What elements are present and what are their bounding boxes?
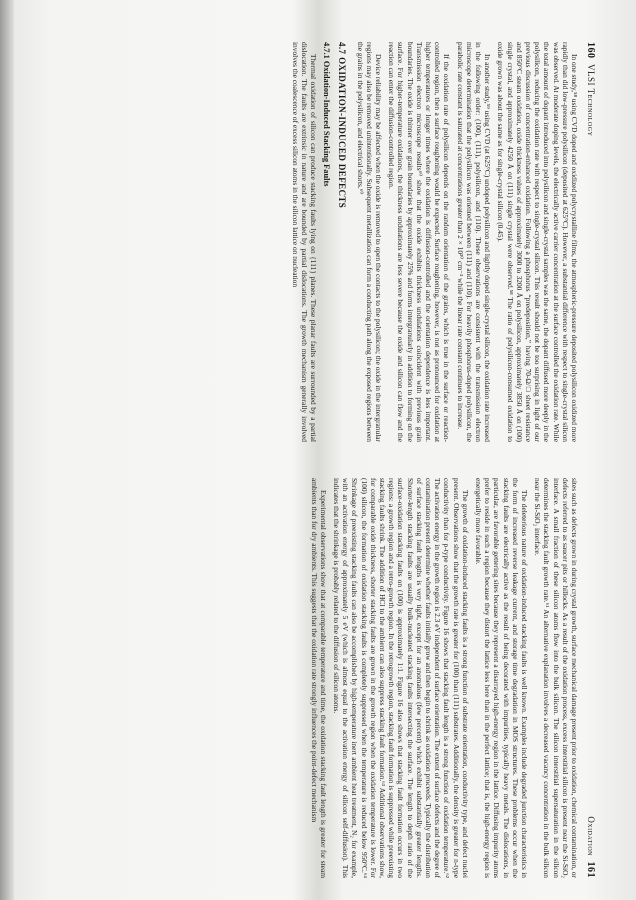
running-head-left xyxy=(585,42,596,442)
book-page-160 xyxy=(76,42,596,442)
body-paragraph: sites such as defects grown in during crystal growth, surface mechanical damage present prior to oxidation, chemical contamination, or defects referred to as saucer pits or hillocks. As a result of the oxidation process, excess interstitial silicon is present near the Si-SiO₂ interface. A small fraction of these silicon atoms flow into the bulk silicon. The silicon interstitial supersaturation in the silicon determines the stacking fault growth rate.⁶¹ An alternative explanation involves a decreased vacancy concentration in the bulk silicon near the Si-SiO₂ interface. xyxy=(533,478,579,878)
subsection-heading: 4.7.1 Oxidation-Induced Stacking Faults xyxy=(322,42,332,187)
body-paragraph: The deleterious nature of oxidation-induced stacking faults is well known. Examples include degraded junction characteristics in the form of increased reverse leakage current, and storage time degradation in MOS structures. These problems occur when the stacking faults are electrically active as the result of being decorated with impurities, typically heavy metals. The dislocations, in particular, are favorable gettering sites because they represent a disarrayed high-energy region in the lattice. Diffusing impurity atoms prefer to reside in such a region because they distort the lattice less here than in the perfect lattice; that is, the high-energy region is energetically more favorable. xyxy=(473,478,529,878)
body-paragraph: Device reliability may be affected when the oxide is removed to open the contacts to the polysilicon; the oxide in the intergranular regions may also be removed unintentionally. Subsequent metallization can form a conducting path along the exposed regions between the grains in the polysilicon, and electrical shorts.⁶⁰ xyxy=(355,42,383,442)
body-paragraph: If the oxidation rate of polysilicon depends on the random orientation of the grains, which is true in the surface or reaction-controlled region, then a surface roughening would be expected. Surface roughening, however, is not as pronounced for oxidation at higher temperatures or longer times where the oxidation is diffusion-controlled and the orientation dependence is less important. Transmission electron microscope results⁶⁰ show that the oxide exhibits thickness undulations coincident with previous grain boundaries. The oxide is thinner over grain boundaries by approximately 25% and forms intergranularly in addition to forming on the surface. For higher-temperature oxidations, the thickness undulations are less severe because the oxide and silicon can flow and the reaction can enter the diffusion-controlled region. xyxy=(387,42,452,442)
page-number: 161 xyxy=(585,861,596,878)
book-page-161 xyxy=(76,478,596,878)
body-paragraph: The growth of oxidation-induced stacking faults is a strong function of substrate orientation, conductivity type, and defect nuclei present. Observations show that the growth rate is greater for (100) than (111) substrates. Additionally, the density is greater for n-type conductivity than for p-type conductivity. Figure 16 shows that stacking fault length is a strong function of oxidation temperature.⁶² The activation energy in the growth region is 2.3 eV independent of surface orientation. The extent of surface defects and the degree of contamination present determine whether faults initially grow and then begin to shrink as oxidation proceeds. Typically the distribution of surface stacking fault lengths is very tight, except for an anomalous (few percent) which exhibit substantially greater lengths. Shorter-length stacking faults are usually bulk-nucleated stacking faults intersecting the surface. The length to depth ratio of the surface-oxidation stacking faults on (100) is approximately 1:1. Figure 16 also shows that stacking fault formation occurs in two regions: a growth region and a retro-growth region. In the retrogrowth region, stacking fault formation is suppressed while preexisting stacking faults shrink. The addition of HCl to the ambient can also suppress stacking fault formation.⁶³ Additional observations show, for comparable oxide thickness, shorter stacking faults are grown in the growth region when the oxidation temperature is lower. For (100) silicon, the formation of oxidation stacking faults is completely suppressed when the temperature is reduced below 950°C.⁶⁴ Shrinkage of preexisting stacking faults can also be accomplished by high-temperature inert ambient heat treatment, N₂ for example, with an activation energy of approximately 5 eV (which is almost equal to the activation energy of silicon self-diffusion). This indicates that the shrinkage is probably related to the diffusion of silicon atoms. xyxy=(331,478,470,878)
page-number: 160 xyxy=(585,42,596,59)
section-heading: 4.7 OXIDATION-INDUCED DEFECTS xyxy=(337,42,348,209)
body-paragraph: In another study,⁵⁹ using CVD (at 625°C) undoped polysilicon and lightly doped single-crystal silicon, the oxidation rate increased in the following order: (100), (111), polysilicon, and (110). These observations are consistent with the transmission electron microscope determination that the polysilicon was oriented between (111) and (110). For heavily phosphorus-doped polysilicon, the parabolic rate constant is saturated at concentrations greater than 2 × 10²⁰ cm⁻³ while the linear rate constant continues to increase. xyxy=(455,42,493,442)
running-head-right xyxy=(585,478,596,878)
body-paragraph: Thermal oxidation of silicon can produce stacking faults lying on {111} planes. These planar faults are surrounded by a partial dislocation. The faults are extrinsic in nature and are bounded by partial dislocations. The growth mechanism generally involved involves the coalescence of excess silicon atoms in the silicon lattice on nucleation xyxy=(290,42,319,442)
running-title: VLSI Technology xyxy=(586,64,596,137)
body-paragraph: Experimental observations show that at comparable temperature and time, the oxidation stacking fault length is greater for steam ambients than for dry ambients. This suggests that the oxidation rate strongly influences the point-defect mechanism xyxy=(309,478,328,878)
body-paragraph: In one study,⁵⁸ using CVD doped and oxidized polycrystalline films, the atmospheric-pressure deposited polysilicon oxidized more rapidly than did low-pressure polysilicon (deposited at 625°C). However, a substantial difference with respect to single-crystal silicon was observed. At moderate doping levels, the electrically active carrier concentration at the surface controlled the oxidation rate. While the total amount of dopant introduced into polysilicon and single-crystal samples was the same, the dopant diffused more deeply in the polysilicon, reducing the oxidation rate with respect to single-crystal silicon. This result should not be too surprising in light of our previous discussion of concentration-enhanced oxidation. Following a phosphorus “predeposition,” having 70-Ω/□ sheet resistance and 850°C steam oxidation, oxide thickness values of approximately 3000 to 3200 Å on polysilicon, approximately 3850 Å on (100) single crystal, and approximately 4250 Å on (111) single crystal were observed.⁵⁸ The ratio of polysilicon-consumed oxidation to oxide grown was about the same as for single-crystal silicon (0.45). xyxy=(496,42,579,442)
running-title: Oxidation xyxy=(586,816,596,856)
